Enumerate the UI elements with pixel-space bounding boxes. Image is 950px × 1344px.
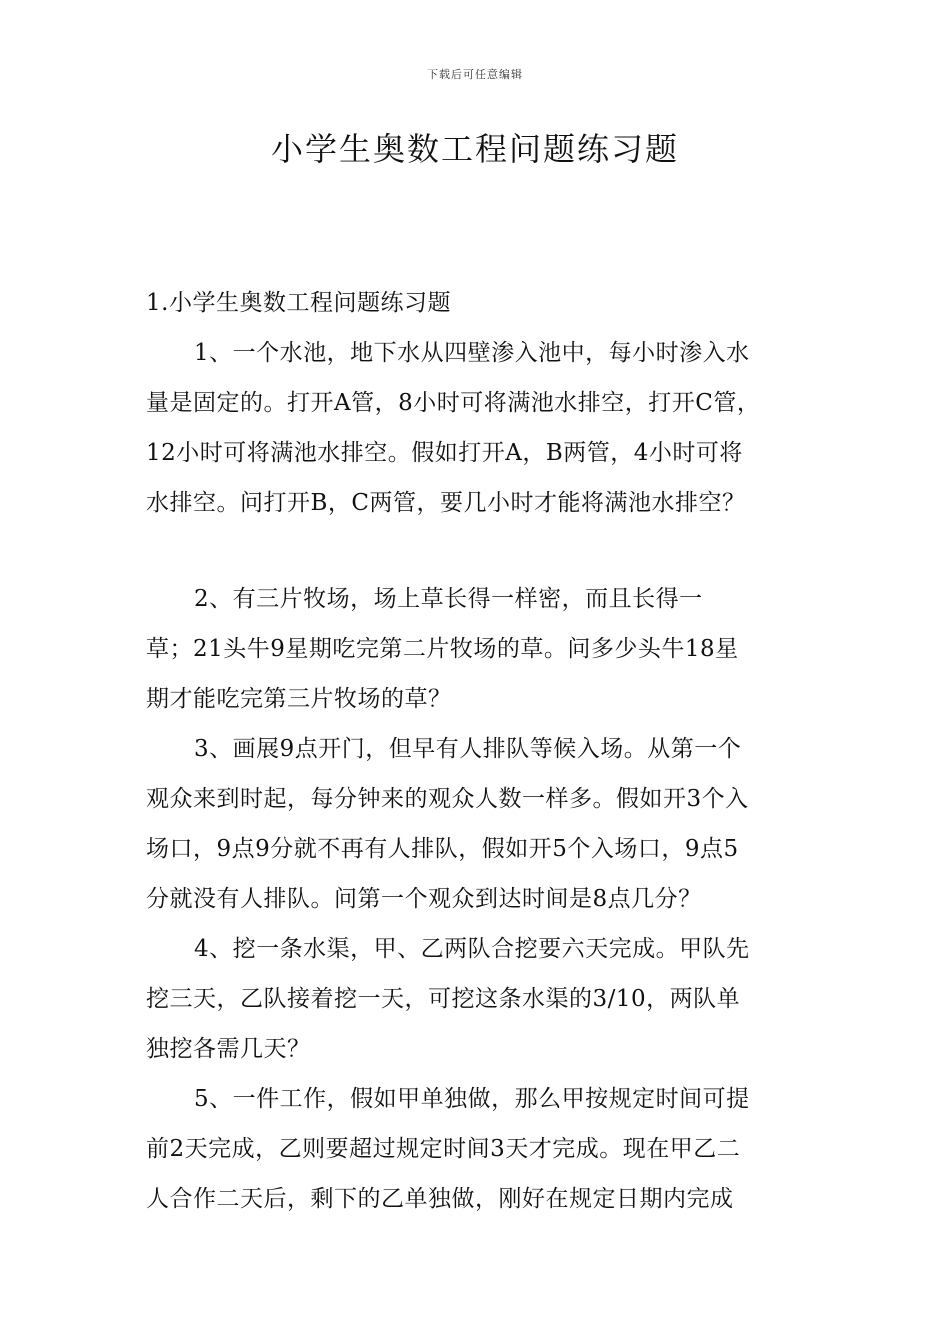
document-title: 小学生奥数工程问题练习题 xyxy=(270,130,679,168)
problem-1-line-1: 1、一个水池，地下水从四壁渗入池中，每小时渗入水 xyxy=(194,340,750,366)
problem-3-line-1: 3、画展9点开门，但早有人排队等候入场。从第一个 xyxy=(194,736,742,762)
problem-4-line-2: 挖三天，乙队接着挖一天，可挖这条水渠的3/10，两队单 xyxy=(146,986,741,1012)
problem-1-line-3: 12小时可将满池水排空。假如打开A，B两管，4小时可将 xyxy=(146,440,743,466)
problem-4-line-3: 独挖各需几天？ xyxy=(146,1036,311,1062)
problem-1-line-4: 水排空。问打开B，C两管，要几小时才能将满池水排空？ xyxy=(146,490,746,516)
document-body xyxy=(146,278,810,1224)
problem-3-line-2: 观众来到时起，每分钟来的观众人数一样多。假如开3个入 xyxy=(146,786,749,812)
header-note: 下载后可任意编辑 xyxy=(427,68,523,81)
problem-3-line-4: 分就没有人排队。问第一个观众到达时间是8点几分？ xyxy=(146,886,702,912)
problem-2-line-1: 2、有三片牧场，场上草长得一样密，而且长得一 xyxy=(194,586,703,612)
problem-4-line-1: 4、挖一条水渠，甲、乙两队合挖要六天完成。甲队先 xyxy=(194,936,750,962)
problem-5-line-2: 前2天完成，乙则要超过规定时间3天才完成。现在甲乙二 xyxy=(146,1136,741,1162)
paragraph-gap xyxy=(146,528,810,574)
problem-5-line-1: 5、一件工作，假如甲单独做，那么甲按规定时间可提 xyxy=(194,1086,750,1112)
problem-5-line-3: 人合作二天后，剩下的乙单独做，刚好在规定日期内完成 xyxy=(146,1186,734,1212)
section-heading: 1.小学生奥数工程问题练习题 xyxy=(146,290,451,316)
problem-2-line-2: 草；21头牛9星期吃完第二片牧场的草。问多少头牛18星 xyxy=(146,636,739,662)
problem-2-line-3: 期才能吃完第三片牧场的草？ xyxy=(146,686,452,712)
problem-1-line-2: 量是固定的。打开A管，8小时可将满池水排空，打开C管， xyxy=(146,390,761,416)
problem-3-line-3: 场口，9点9分就不再有人排队，假如开5个入场口，9点5 xyxy=(146,836,739,862)
